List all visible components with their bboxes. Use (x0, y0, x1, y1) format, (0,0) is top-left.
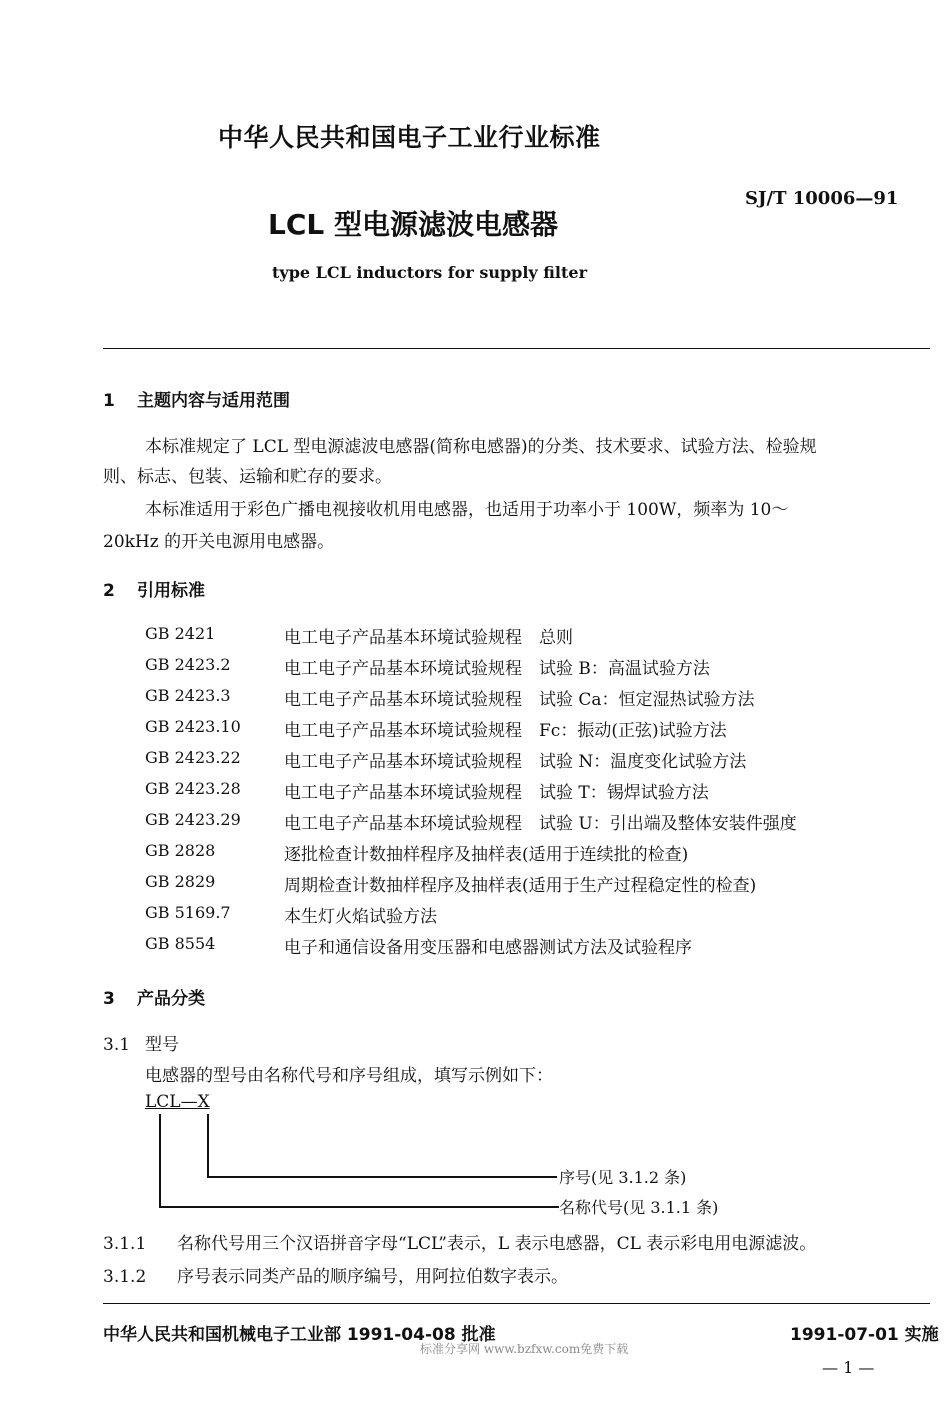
watermark-text: 标准分享网 www.bzfxw.com免费下载 (420, 1342, 629, 1356)
reference-title: 周期检查计数抽样程序及抽样表(适用于生产过程稳定性的检查) (284, 876, 757, 896)
diagram-connector (159, 1114, 161, 1207)
reference-title: 逐批检查计数抽样程序及抽样表(适用于连续批的检查) (284, 845, 689, 865)
section-title: 引用标准 (137, 581, 205, 601)
reference-code: GB 2423.2 (145, 655, 231, 674)
subsection-3-1-heading (103, 1030, 179, 1055)
reference-title: 电子和通信设备用变压器和电感器测试方法及试验程序 (284, 938, 692, 958)
paragraph-line: 本标准适用于彩色广播电视接收机用电感器，也适用于功率小于 100W，频率为 10～ (145, 500, 789, 520)
reference-code: GB 2828 (145, 841, 216, 860)
clause-text: 名称代号用三个汉语拼音字母“LCL”表示，L 表示电感器，CL 表示彩电用电源滤波。 (177, 1234, 817, 1254)
reference-code: GB 2423.28 (145, 779, 241, 798)
reference-title: 电工电子产品基本环境试验规程 试验 N：温度变化试验方法 (284, 752, 747, 772)
reference-title: 电工电子产品基本环境试验规程 Fc：振动(正弦)试验方法 (284, 721, 727, 741)
section-2-heading (103, 576, 205, 601)
paragraph-line: 则、标志、包装、运输和贮存的要求。 (103, 467, 392, 487)
diagram-connector (207, 1176, 557, 1178)
section-title: 产品分类 (137, 989, 205, 1009)
subsection-number: 3.1 (103, 1035, 131, 1055)
section-1-heading (103, 386, 290, 411)
header-rule (103, 348, 930, 349)
page-number: — 1 — (822, 1358, 875, 1377)
footer-rule (103, 1303, 930, 1304)
model-code-example (145, 1092, 210, 1112)
section-title: 主题内容与适用范围 (137, 391, 290, 411)
diagram-label-name-code: 名称代号(见 3.1.1 条) (559, 1198, 719, 1217)
document-subtitle: type LCL inductors for supply filter (272, 263, 587, 282)
diagram-label-sequence: 序号(见 3.1.2 条) (559, 1168, 687, 1187)
reference-code: GB 5169.7 (145, 903, 231, 922)
paragraph-line: 电感器的型号由名称代号和序号组成，填写示例如下： (145, 1066, 553, 1086)
clause-text: 序号表示同类产品的顺序编号，用阿拉伯数字表示。 (177, 1267, 568, 1287)
reference-title: 电工电子产品基本环境试验规程 试验 U：引出端及整体安装件强度 (284, 814, 797, 834)
section-3-heading (103, 984, 205, 1009)
reference-title: 本生灯火焰试验方法 (284, 907, 437, 927)
reference-code: GB 2421 (145, 624, 216, 643)
reference-title: 电工电子产品基本环境试验规程 试验 Ca：恒定湿热试验方法 (284, 690, 755, 710)
reference-code: GB 2829 (145, 872, 216, 891)
clause-number: 3.1.1 (103, 1234, 147, 1254)
section-number: 2 (103, 581, 115, 601)
clause-number: 3.1.2 (103, 1267, 147, 1287)
subsection-title: 型号 (145, 1035, 179, 1055)
reference-title: 电工电子产品基本环境试验规程 试验 B：高温试验方法 (284, 659, 710, 679)
reference-title: 电工电子产品基本环境试验规程 总则 (284, 628, 573, 648)
reference-code: GB 2423.29 (145, 810, 241, 829)
org-title: 中华人民共和国电子工业行业标准 (218, 123, 601, 152)
diagram-connector (207, 1114, 209, 1177)
reference-code: GB 2423.10 (145, 717, 241, 736)
clause-3-1-2 (103, 1262, 568, 1287)
reference-code: GB 2423.22 (145, 748, 241, 767)
reference-title: 电工电子产品基本环境试验规程 试验 T：锡焊试验方法 (284, 783, 709, 803)
model-code-x: X (197, 1092, 210, 1112)
document-title: LCL 型电源滤波电感器 (268, 208, 558, 241)
paragraph-line: 20kHz 的开关电源用电感器。 (103, 532, 335, 552)
reference-code: GB 8554 (145, 934, 216, 953)
diagram-connector (159, 1206, 559, 1208)
model-code-separator: — (180, 1092, 198, 1112)
approval-line: 中华人民共和国机械电子工业部 1991-04-08 批准 (103, 1325, 496, 1345)
section-number: 3 (103, 989, 115, 1009)
standard-code: SJ/T 10006—91 (745, 188, 899, 209)
model-code-main: LCL (145, 1092, 181, 1112)
reference-code: GB 2423.3 (145, 686, 231, 705)
paragraph-line: 本标准规定了 LCL 型电源滤波电感器(简称电感器)的分类、技术要求、试验方法、检验规 (145, 437, 817, 457)
clause-3-1-1 (103, 1229, 816, 1254)
implementation-date: 1991-07-01 实施 (790, 1325, 939, 1345)
section-number: 1 (103, 391, 115, 411)
